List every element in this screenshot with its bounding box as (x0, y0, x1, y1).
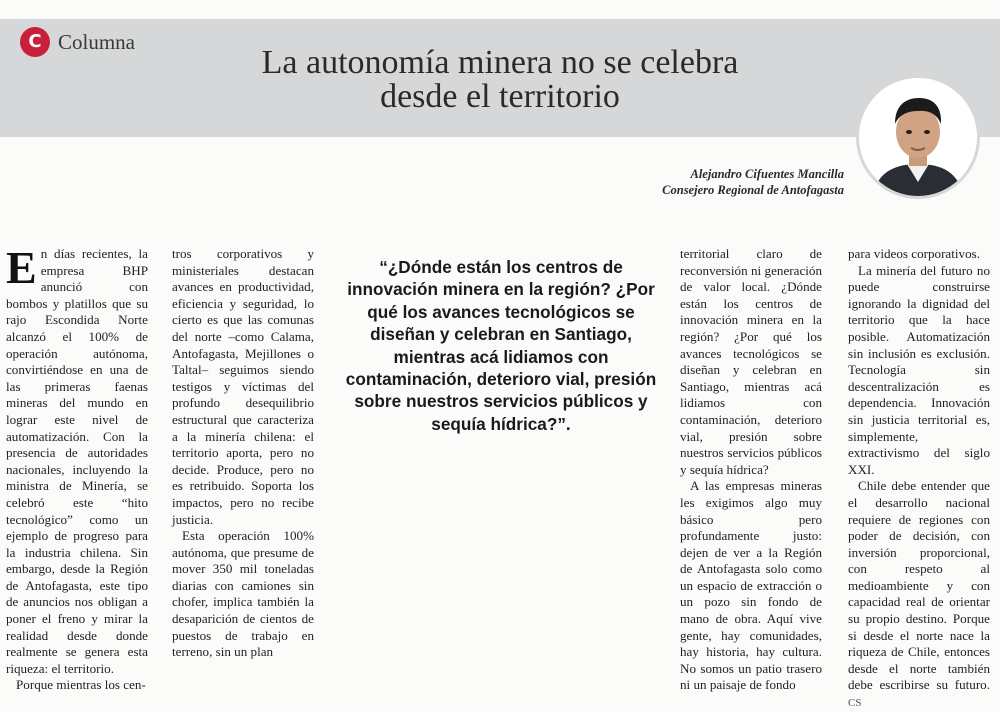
body-column-2 (172, 246, 314, 661)
paragraph: Esta operación 100% autónoma, que presume de mover 350 mil toneladas diarias con camiones sin chofer, implica también la desaparición de cientos de puestos de trabajo en terreno, sin un plan (172, 528, 314, 660)
end-mark: CS (848, 697, 862, 710)
paragraph (848, 478, 990, 711)
body-column-5 (848, 246, 990, 712)
headline-line-1: La autonomía minera no se celebra (261, 44, 739, 81)
paragraph: tros corporativos y ministeriales destacan avances en productividad, eficiencia y seguridad, lo cierto es que las comunas del norte –como Calama, Antofagasta, Mejillones o Taltal– seguimos siendo testigos y víctimas del profundo desequilibrio estructural que caracteriza a la minería chilena: el territorio aporta, pero no decide. Produce, pero no es retribuido. Soporta los impactos, pero no recibe justicia. (172, 246, 314, 527)
headline-line-2: desde el territorio (380, 78, 620, 115)
byline (662, 166, 844, 198)
paragraph: para videos corporativos. (848, 246, 980, 261)
headline (210, 46, 790, 114)
section-badge: C (20, 27, 50, 57)
paragraph: territorial claro de reconversión ni generación de valor local. ¿Dónde están los centros de innovación minera en la región? ¿Por qué los avances tecnológicos se diseñan y celebran en Santiago, mientras acá lidiamos con contaminación, deterioro vial, presión sobre nuestros servicios públicos y sequía hídrica? (680, 246, 822, 477)
byline-author: Alejandro Cifuentes Mancilla (690, 167, 844, 181)
body-column-4 (680, 246, 822, 694)
body-column-1 (6, 242, 148, 694)
paragraph (6, 242, 148, 677)
author-photo (856, 75, 980, 199)
pull-quote: “¿Dónde están los centros de innovación minera en la región? ¿Por qué los avances tecnológicos se diseñan y celebran en Santiago, mientras acá lidiamos con contaminación, deterioro vial, presión sobre nuestros servicios públicos y sequía hídrica?”. (345, 257, 657, 434)
paragraph: La minería del futuro no puede construirse ignorando la dignidad del territorio que la hace posible. Automatización sin inclusión es exclusión. Tecnología sin descentralización es dependencia. Innovación sin justicia territorial es, simplemente, extractivismo del siglo XXI. (848, 262, 990, 477)
byline-role: Consejero Regional de Antofagasta (662, 183, 844, 197)
author-portrait-icon (859, 78, 977, 196)
drop-cap: E (6, 242, 37, 293)
paragraph: A las empresas mineras les exigimos algo muy básico pero profundamente justo: dejen de ver a la Región de Antofagasta solo como un espacio de extracción o un pozo sin fondo de mano de obra. Aquí vive gente, hay comunidades, hay historia, hay cultura. No somos un patio trasero ni un paisaje de fondo (680, 478, 822, 693)
paragraph-text: Chile debe entender que el desarrollo nacional requiere de regiones con poder de decisión, con inversión proporcional, con respeto al medioambiente y con capacidad real de orientar su propio destino. Porque si desde el norte nace la riqueza de Chile, entonces desde el norte también debe escribirse su futuro. (848, 478, 990, 693)
section-label: Columna (58, 30, 135, 54)
paragraph-text: n días recientes, la empresa BHP anunció con bombos y platillos que su rajo Escondida Norte alcanzó el 100% de operación autónoma, convirtiéndose en una de las primeras faenas mineras del mundo en lograr este nivel de automatización. Con la presencia de autoridades nacionales, incluyendo la ministra de Minería, se celebró este “hito tecnológico” como un ejemplo de progreso para la industria chilena. Sin embargo, desde la Región de Antofagasta, este tipo de anuncios nos obligan a poner el freno y mirar la realidad desde donde realmente se genera esta riqueza: el territorio. (6, 246, 148, 676)
paragraph: Porque mientras los cen- (16, 677, 146, 693)
